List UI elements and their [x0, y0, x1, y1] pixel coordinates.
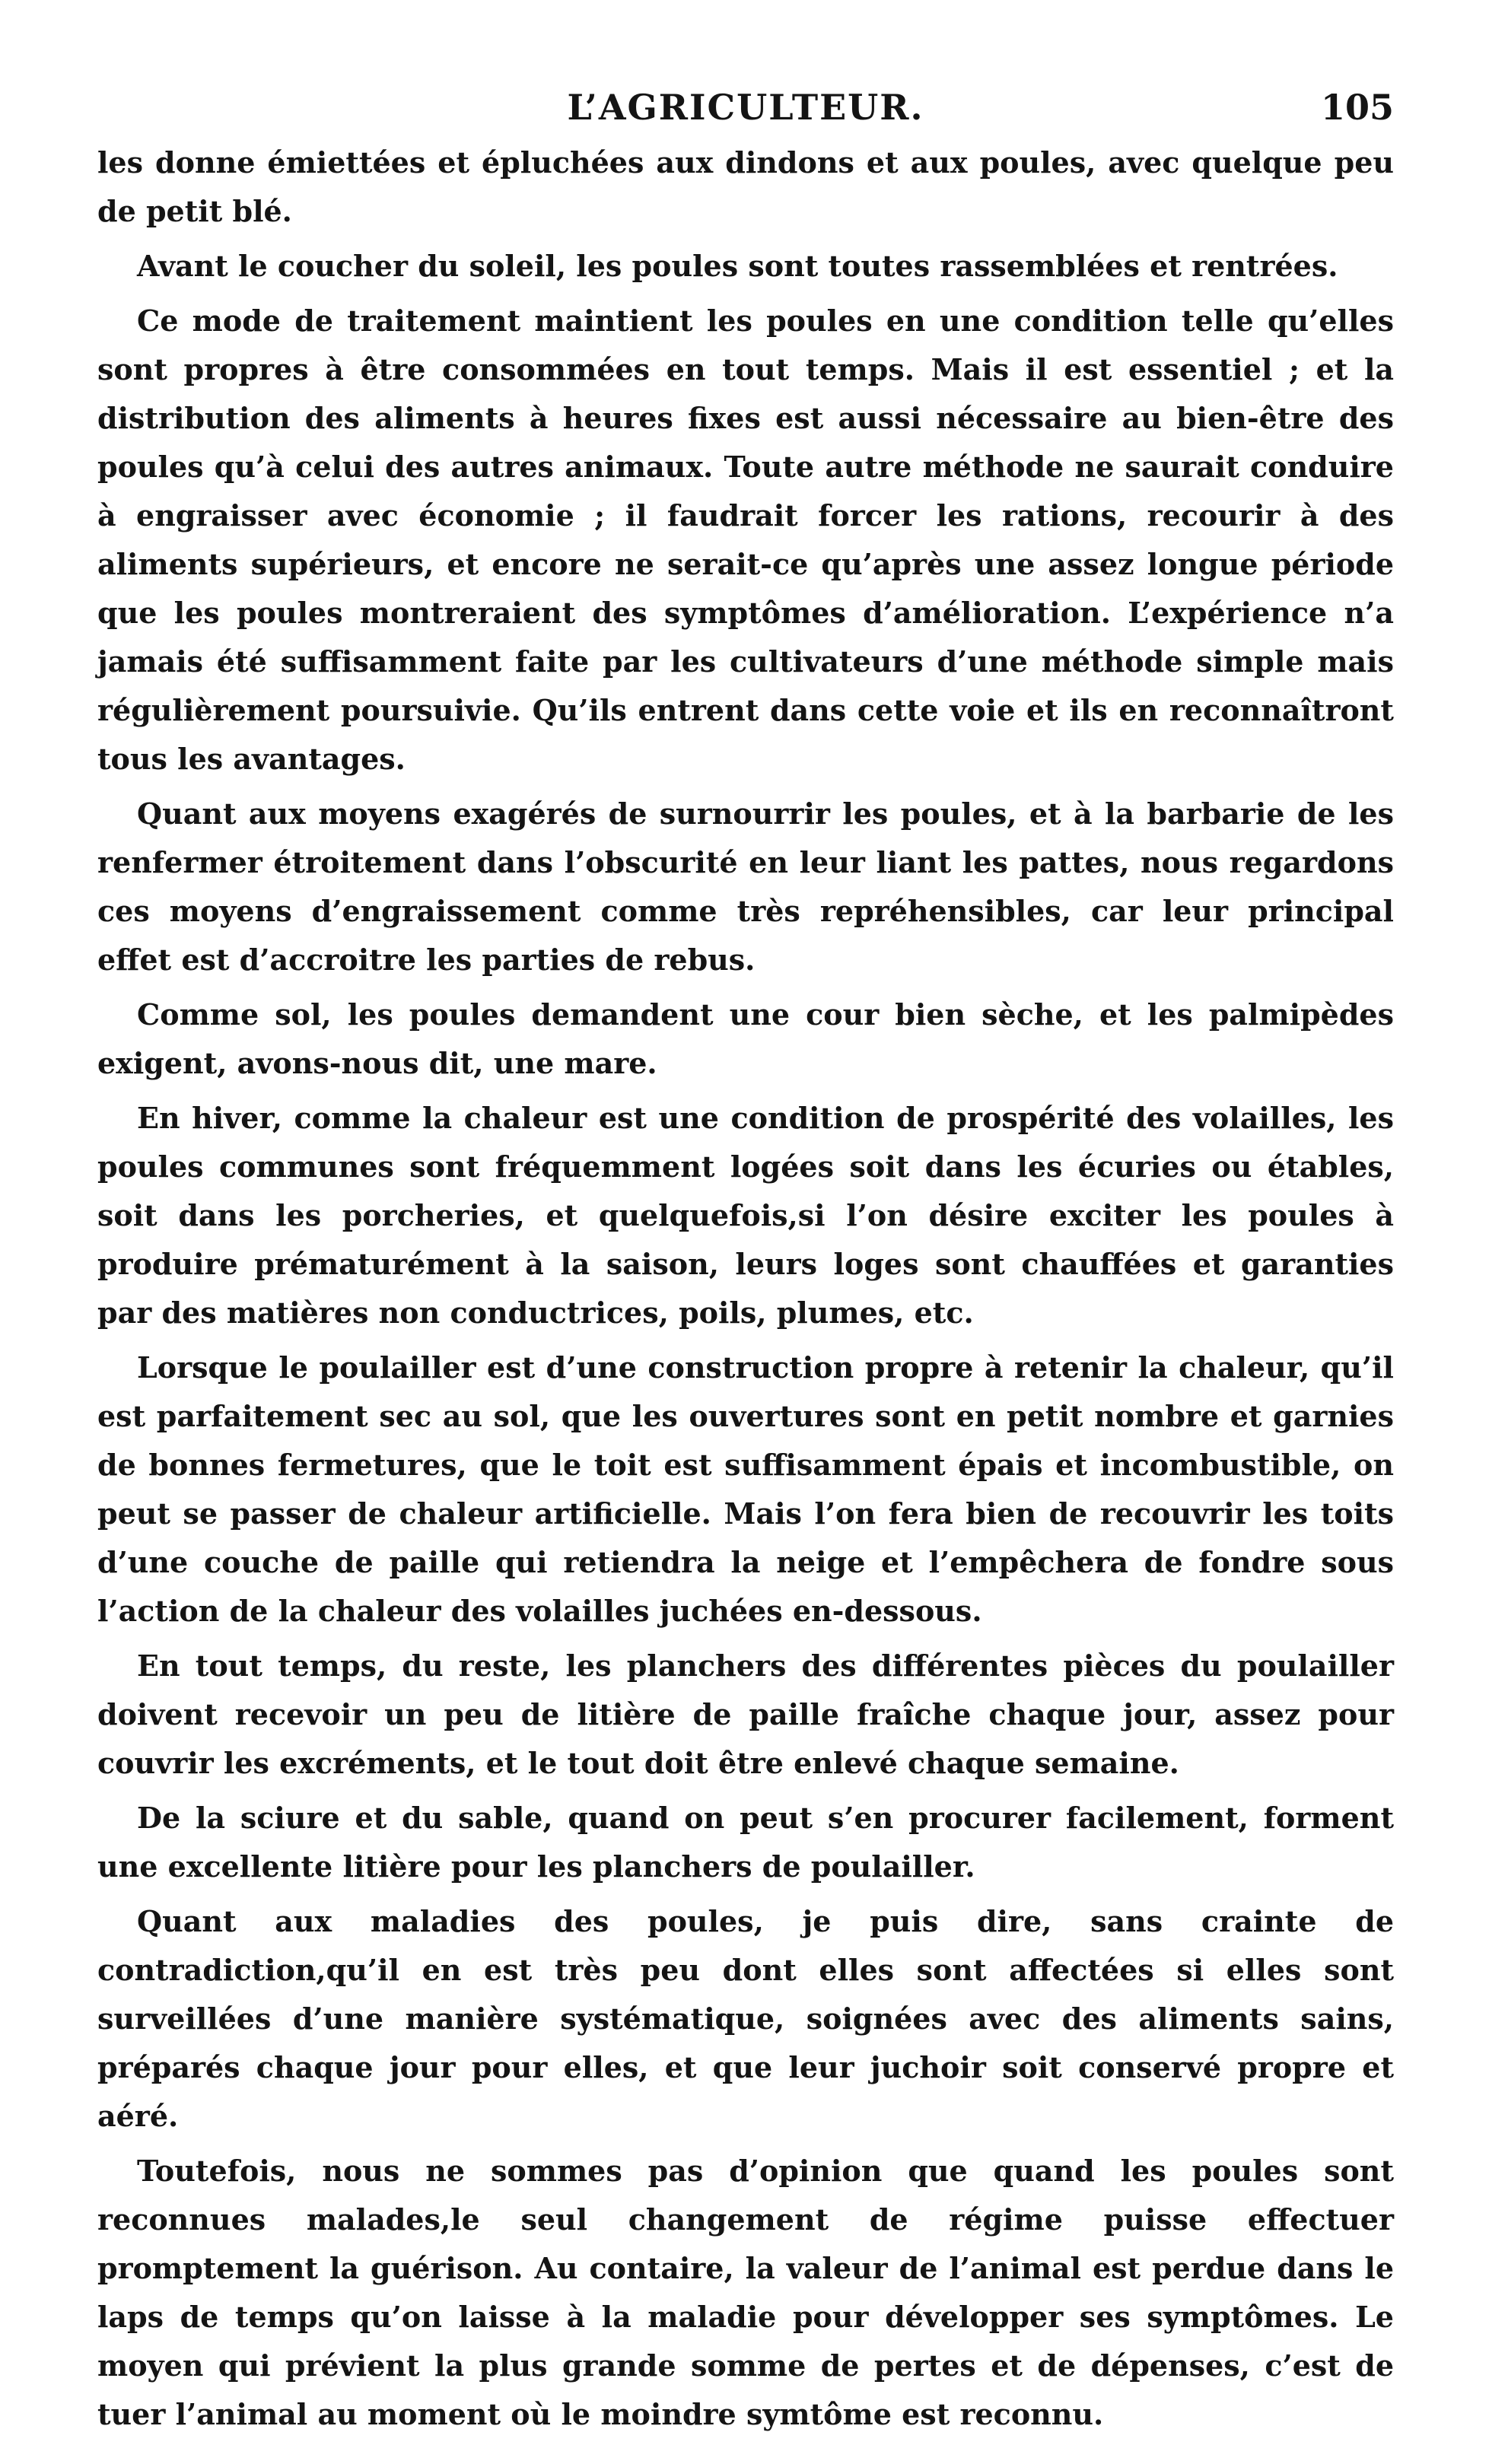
paragraph: En hiver, comme la chaleur est une condition de prospérité des volailles, les poules communes sont fréquemment logées soit dans les écuries ou étables, soit dans les porcheries, et quelquefois,si l’on désire exciter les poules à produire prématurément à la saison, leurs loges sont chauffées et garanties par des matières non conductrices, poils, plumes, etc. [97, 1101, 1394, 1330]
paragraph-continued: les donne émiettées et épluchées aux dindons et aux poules, avec quelque peu de petit blé. [97, 145, 1394, 228]
paragraph: Quant aux moyens exagérés de surnourrir les poules, et à la barbarie de les renfermer étroitement dans l’obscurité en leur liant les pattes, nous regardons ces moyens d’engraissement comme très repréhensibles, car leur principal effet est d’accroitre les parties de rebus. [97, 796, 1394, 977]
paragraph: Quant aux maladies des poules, je puis dire, sans crainte de contradiction,qu’il en est très peu dont elles sont affectées si elles sont surveillées d’une manière systématique, soignées avec des aliments sains, préparés chaque jour pour elles, et que leur juchoir soit conservé propre et aéré. [97, 1904, 1394, 2133]
paragraph: En tout temps, du reste, les planchers des différentes pièces du poulailler doivent recevoir un peu de litière de paille fraîche chaque jour, assez pour couvrir les excréments, et le tout doit être enlevé chaque semaine. [97, 1648, 1394, 1780]
paragraph: Toutefois, nous ne sommes pas d’opinion que quand les poules sont reconnues malades,le seul changement de régime puisse effectuer promptement la guérison. Au contaire, la valeur de l’animal est perdue dans le laps de temps qu’on laisse à la maladie pour développer ses symptômes. Le moyen qui prévient la plus grande somme de pertes et de dépenses, c’est de tuer l’animal au moment où le moindre symtôme est reconnu. [97, 2154, 1394, 2431]
paragraph: Avant le coucher du soleil, les poules sont toutes rassemblées et rentrées. [137, 249, 1338, 283]
paragraph: Comme sol, les poules demandent une cour bien sèche, et les palmipèdes exigent, avons-nous dit, une mare. [97, 997, 1394, 1080]
paragraph: Lorsque le poulailler est d’une construction propre à retenir la chaleur, qu’il est parfaitement sec au sol, que les ouvertures sont en petit nombre et garnies de bonnes fermetures, que le toit est suffisamment épais et incombustible, on peut se passer de chaleur artificielle. Mais l’on fera bien de recouvrir les toits d’une couche de paille qui retiendra la neige et l’empêchera de fondre sous l’action de la chaleur des volailles juchées en-dessous. [97, 1350, 1394, 1628]
body-text [97, 138, 1394, 2439]
paragraph: Ce mode de traitement maintient les poules en une condition telle qu’elles sont propres à être consommées en tout temps. Mais il est essentiel ; et la distribution des aliments à heures fixes est aussi nécessaire au bien-être des poules qu’à celui des autres animaux. Toute autre méthode ne saurait conduire à engraisser avec économie ; il faudrait forcer les rations, recourir à des aliments supérieurs, et encore ne serait-ce qu’après une assez longue période que les poules montreraient des symptômes d’amélioration. L’expérience n’a jamais été suffisamment faite par les cultivateurs d’une méthode simple mais régulièrement poursuivie. Qu’ils entrent dans cette voie et ils en reconnaîtront tous les avantages. [97, 304, 1394, 776]
running-title: L’AGRICULTEUR. [567, 87, 924, 128]
paragraph: De la sciure et du sable, quand on peut s’en procurer facilement, forment une excellente litière pour les planchers de poulailler. [97, 1801, 1394, 1884]
page-number: 105 [1320, 87, 1394, 128]
running-header [97, 84, 1394, 131]
